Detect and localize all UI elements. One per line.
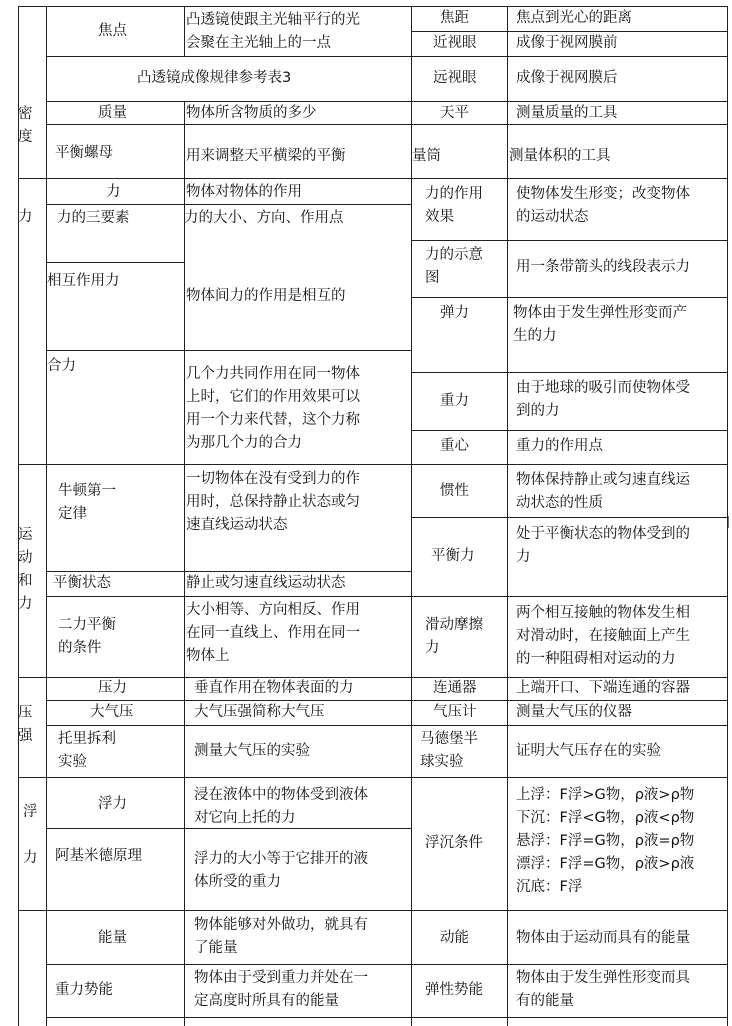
term-pressure: 压力 [98,680,127,696]
def-inertia: 物体保持静止或匀速直线运 动状态的性质 [516,472,690,511]
def-focal-length: 焦点到光心的距离 [516,10,632,26]
def-pressure: 垂直作用在物体表面的力 [194,680,354,696]
def-interaction-force: 物体间力的作用是相互的 [186,288,346,304]
def-three-elements: 力的大小、方向、作用点 [184,210,344,226]
section-buoyancy: 浮 力 [23,804,38,866]
def-gravitational-potential-energy: 物体由于受到重力并处在一 定高度时所具有的能量 [194,970,368,1009]
def-gravity: 由于地球的吸引而使物体受 到的力 [516,380,690,419]
def-force-effect: 使物体发生形变；改变物体 的运动状态 [516,186,690,225]
term-inertia: 惯性 [440,483,469,499]
def-torricelli-experiment: 测量大气压的实验 [194,743,310,759]
def-two-force-balance: 大小相等、方向相反、作用 在同一直线上、作用在同一 物体上 [186,602,360,664]
term-three-elements: 力的三要素 [57,210,130,226]
term-archimedes-principle: 阿基米德原理 [55,848,142,864]
term-atmospheric-pressure: 大气压 [90,704,134,720]
def-resultant-force: 几个力共同作用在同一物体 上时，它们的作用效果可以 用一个力来代替，这个力称 为那几个力的合力 [186,366,360,451]
term-elastic-force: 弹力 [440,305,469,321]
edge-mark [728,516,732,528]
term-mass: 质量 [98,105,127,121]
def-barometer: 测量大气压的仪器 [516,704,632,720]
lens-reference-note: 凸透镜成像规律参考表3 [137,70,292,86]
def-center-of-gravity: 重力的作用点 [516,438,603,454]
section-motion-force: 运 动 和 力 [18,527,33,612]
term-focus: 焦点 [98,23,127,39]
def-elastic-force: 物体由于发生弹性形变而产 生的力 [513,305,687,344]
def-mass: 物体所含物质的多少 [186,105,317,121]
def-connected-vessel: 上端开口、下端连通的容器 [516,680,690,696]
def-elastic-potential-energy: 物体由于发生弹性形变而具 有的能量 [516,970,690,1009]
term-equilibrium-state: 平衡状态 [53,575,111,591]
section-pressure: 压 强 [18,705,33,744]
def-kinetic-energy: 物体由于运动而具有的能量 [516,930,690,946]
term-newtons-first-law: 牛顿第一 定律 [58,483,116,522]
def-equilibrium-state: 静止或匀速直线运动状态 [186,575,346,591]
def-sliding-friction: 两个相互接触的物体发生相 对滑动时，在接触面上产生 的一种阻碍相对运动的力 [516,605,690,667]
section-density: 密 度 [18,106,33,145]
term-elastic-potential-energy: 弹性势能 [425,982,483,998]
term-energy: 能量 [98,930,127,946]
term-gravity: 重力 [440,393,469,409]
def-balance: 测量质量的工具 [516,105,618,121]
def-energy: 物体能够对外做功，就具有 了能量 [194,917,368,956]
term-torricelli-experiment: 托里拆利 实验 [58,731,116,770]
term-resultant-force: 合力 [47,358,76,374]
term-center-of-gravity: 重心 [440,438,469,454]
term-balance: 天平 [440,105,469,121]
def-myopia: 成像于视网膜前 [516,35,618,51]
term-balanced-forces: 平衡力 [431,548,475,564]
def-balance-nut: 用来调整天平横梁的平衡 [186,148,346,164]
term-interaction-force: 相互作用力 [47,273,120,289]
section-force: 力 [18,209,33,225]
term-hyperopia: 远视眼 [433,70,477,86]
def-hyperopia: 成像于视网膜后 [516,70,618,86]
term-two-force-balance: 二力平衡 的条件 [58,617,116,656]
term-magdeburg-hemispheres: 马德堡半 球实验 [420,731,478,770]
def-float-sink-conditions: 上浮：F浮>G物，ρ液>ρ物 下沉：F浮<G物，ρ液<ρ物 悬浮：F浮=G物，ρ液=ρ物 漂浮：F浮=G物，ρ液>ρ液 沉底：F浮 [516,787,695,895]
def-force-diagram: 用一条带箭头的线段表示力 [516,259,690,275]
term-kinetic-energy: 动能 [440,930,469,946]
def-balanced-forces: 处于平衡状态的物体受到的 力 [516,526,690,565]
def-atmospheric-pressure: 大气压强简称大气压 [194,704,325,720]
term-connected-vessel: 连通器 [433,680,477,696]
def-force: 物体对物体的作用 [186,184,302,200]
term-force-diagram: 力的示意 图 [425,247,483,286]
term-gravitational-potential-energy: 重力势能 [55,982,113,998]
term-focal-length: 焦距 [440,10,469,26]
term-barometer: 气压计 [433,704,477,720]
term-buoyancy: 浮力 [98,796,127,812]
term-balance-nut: 平衡螺母 [55,145,113,161]
term-force: 力 [106,184,121,200]
term-force-effect: 力的作用 效果 [425,186,483,225]
def-newtons-first-law: 一切物体在没有受到力的作 用时，总保持静止状态或匀 速直线运动状态 [186,471,360,533]
def-magdeburg-hemispheres: 证明大气压存在的实验 [516,743,661,759]
term-sliding-friction: 滑动摩擦 力 [425,617,483,656]
term-graduated-cylinder: 量筒 [412,148,441,164]
def-buoyancy: 浸在液体中的物体受到液体 对它向上托的力 [194,787,368,826]
term-float-sink-conditions: 浮沉条件 [425,835,483,851]
def-archimedes-principle: 浮力的大小等于它排开的液 体所受的重力 [194,851,368,890]
def-graduated-cylinder: 测量体积的工具 [509,148,611,164]
term-myopia: 近视眼 [433,35,477,51]
def-focus: 凸透镜使跟主光轴平行的光 会聚在主光轴上的一点 [186,12,360,51]
